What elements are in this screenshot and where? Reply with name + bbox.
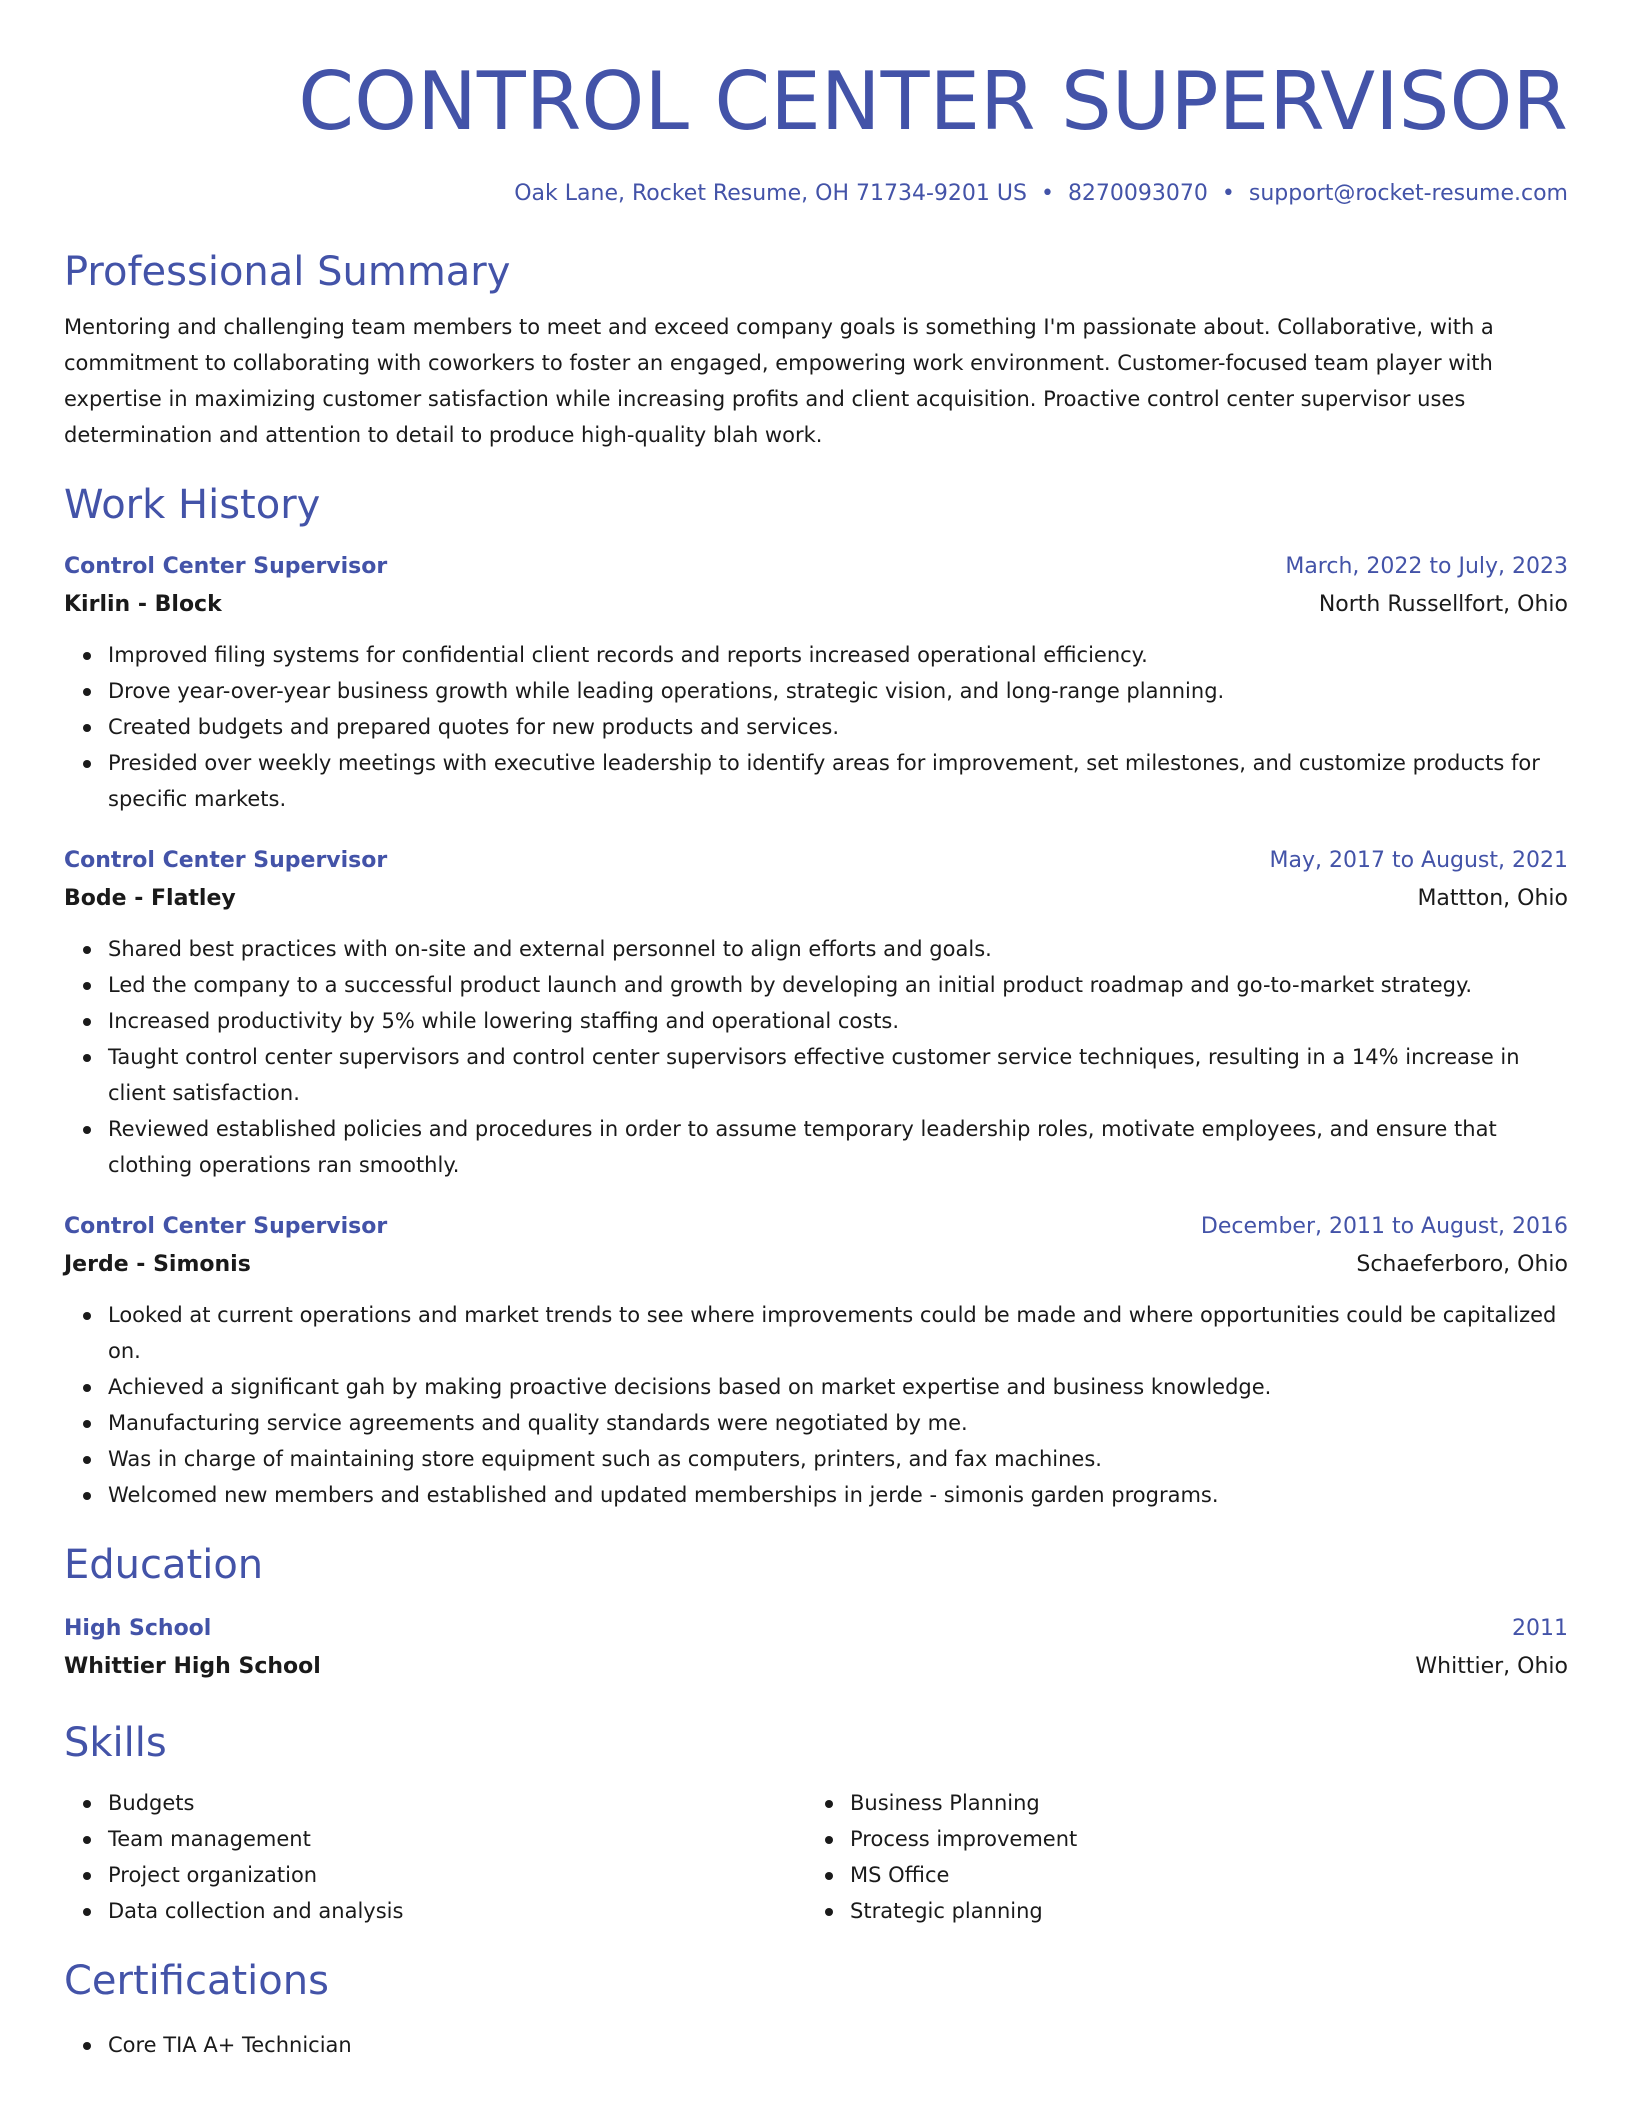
skills-left-list: [64, 1785, 806, 1929]
skill-item: Process improvement: [850, 1821, 1548, 1857]
contact-address: Oak Lane, Rocket Resume, OH 71734-9201 US: [514, 181, 1027, 206]
job-bullets: [64, 637, 1568, 817]
skill-item: Project organization: [108, 1857, 806, 1893]
certifications-heading: Certifications: [64, 1958, 329, 2004]
job-entry: [64, 1209, 1568, 1513]
job-bullet: Improved filing systems for confidential client records and reports increased operational efficiency.: [108, 637, 1568, 673]
job-employer: Jerde - Simonis: [64, 1252, 251, 1277]
job-bullet: Reviewed established policies and procedures in order to assume temporary leadership roles, motivate employees, and ensure that clothing operations ran smoothly.: [108, 1111, 1568, 1183]
education-heading: Education: [64, 1542, 264, 1588]
contact-separator: •: [1040, 181, 1054, 206]
job-employer-row: [64, 1245, 1568, 1285]
education-year: 2011: [1512, 1616, 1568, 1641]
job-employer-row: [64, 585, 1568, 625]
job-bullet: Achieved a significant gah by making proactive decisions based on market expertise and business knowledge.: [108, 1369, 1568, 1405]
certification-item: Core TIA A+ Technician: [108, 2027, 1568, 2063]
job-bullet: Led the company to a successful product launch and growth by developing an initial product roadmap and go-to-market strategy.: [108, 967, 1568, 1003]
job-title: Control Center Supervisor: [64, 848, 388, 873]
job-location: Mattton, Ohio: [1417, 886, 1568, 911]
skill-item: Strategic planning: [850, 1893, 1548, 1929]
education-school-row: [64, 1647, 1568, 1687]
skill-item: Team management: [108, 1821, 806, 1857]
skill-item: Budgets: [108, 1785, 806, 1821]
education-location: Whittier, Ohio: [1415, 1654, 1568, 1679]
job-employer-row: [64, 879, 1568, 919]
education-header-row: [64, 1611, 1568, 1647]
job-bullet: Drove year-over-year business growth while leading operations, strategic vision, and long-range planning.: [108, 673, 1568, 709]
contact-line: [64, 180, 1568, 208]
job-bullet: Welcomed new members and established and updated memberships in jerde - simonis garden programs.: [108, 1477, 1568, 1513]
skill-item: Data collection and analysis: [108, 1893, 806, 1929]
job-bullet: Created budgets and prepared quotes for new products and services.: [108, 709, 1568, 745]
education-school: Whittier High School: [64, 1654, 321, 1679]
job-header-row: [64, 549, 1568, 585]
summary-heading: Professional Summary: [64, 249, 511, 295]
summary-text: Mentoring and challenging team members to meet and exceed company goals is something I'm passionate about. Collaborative, with a commitment to collaborating with coworkers to foster an engaged, empowering work environment. Customer-focused team player with expertise in maximizing customer satisfaction while increasing profits and client acquisition. Proactive control center supervisor uses determination and attention to detail to produce high-quality blah work.: [64, 315, 1494, 447]
skill-item: Business Planning: [850, 1785, 1548, 1821]
job-title: Control Center Supervisor: [64, 554, 388, 579]
skills-heading: Skills: [64, 1720, 167, 1766]
contact-separator: •: [1221, 181, 1235, 206]
job-bullet: Taught control center supervisors and control center supervisors effective customer service techniques, resulting in a 14% increase in client satisfaction.: [108, 1039, 1568, 1111]
education-degree: High School: [64, 1616, 212, 1641]
skills-columns: [64, 1785, 1568, 1929]
job-bullet: Manufacturing service agreements and quality standards were negotiated by me.: [108, 1405, 1568, 1441]
education-entry: [64, 1611, 1568, 1687]
job-employer: Bode - Flatley: [64, 886, 236, 911]
skills-right-list: [806, 1785, 1548, 1929]
job-dates: March, 2022 to July, 2023: [1285, 554, 1568, 579]
job-dates: December, 2011 to August, 2016: [1200, 1214, 1568, 1239]
job-bullet: Presided over weekly meetings with executive leadership to identify areas for improvement, set milestones, and customize products for specific markets.: [108, 745, 1568, 817]
job-entry: [64, 549, 1568, 817]
job-employer: Kirlin - Block: [64, 592, 222, 617]
job-header-row: [64, 1209, 1568, 1245]
work-history-heading: Work History: [64, 482, 321, 528]
job-bullets: [64, 931, 1568, 1183]
job-bullets: [64, 1297, 1568, 1513]
skill-item: MS Office: [850, 1857, 1548, 1893]
job-bullet: Shared best practices with on-site and external personnel to align efforts and goals.: [108, 931, 1568, 967]
job-bullet: Increased productivity by 5% while lowering staffing and operational costs.: [108, 1003, 1568, 1039]
job-entry: [64, 843, 1568, 1183]
certifications-list: [64, 2027, 1568, 2063]
job-bullet: Looked at current operations and market trends to see where improvements could be made and where opportunities could be capitalized on.: [108, 1297, 1568, 1369]
job-dates: May, 2017 to August, 2021: [1269, 848, 1568, 873]
job-bullet: Was in charge of maintaining store equipment such as computers, printers, and fax machines.: [108, 1441, 1568, 1477]
resume-title: CONTROL CENTER SUPERVISOR: [298, 55, 1568, 148]
job-location: North Russellfort, Ohio: [1318, 592, 1568, 617]
contact-email: support@rocket-resume.com: [1248, 181, 1568, 206]
contact-phone: 8270093070: [1067, 181, 1208, 206]
job-title: Control Center Supervisor: [64, 1214, 388, 1239]
job-header-row: [64, 843, 1568, 879]
job-location: Schaeferboro, Ohio: [1356, 1252, 1568, 1277]
